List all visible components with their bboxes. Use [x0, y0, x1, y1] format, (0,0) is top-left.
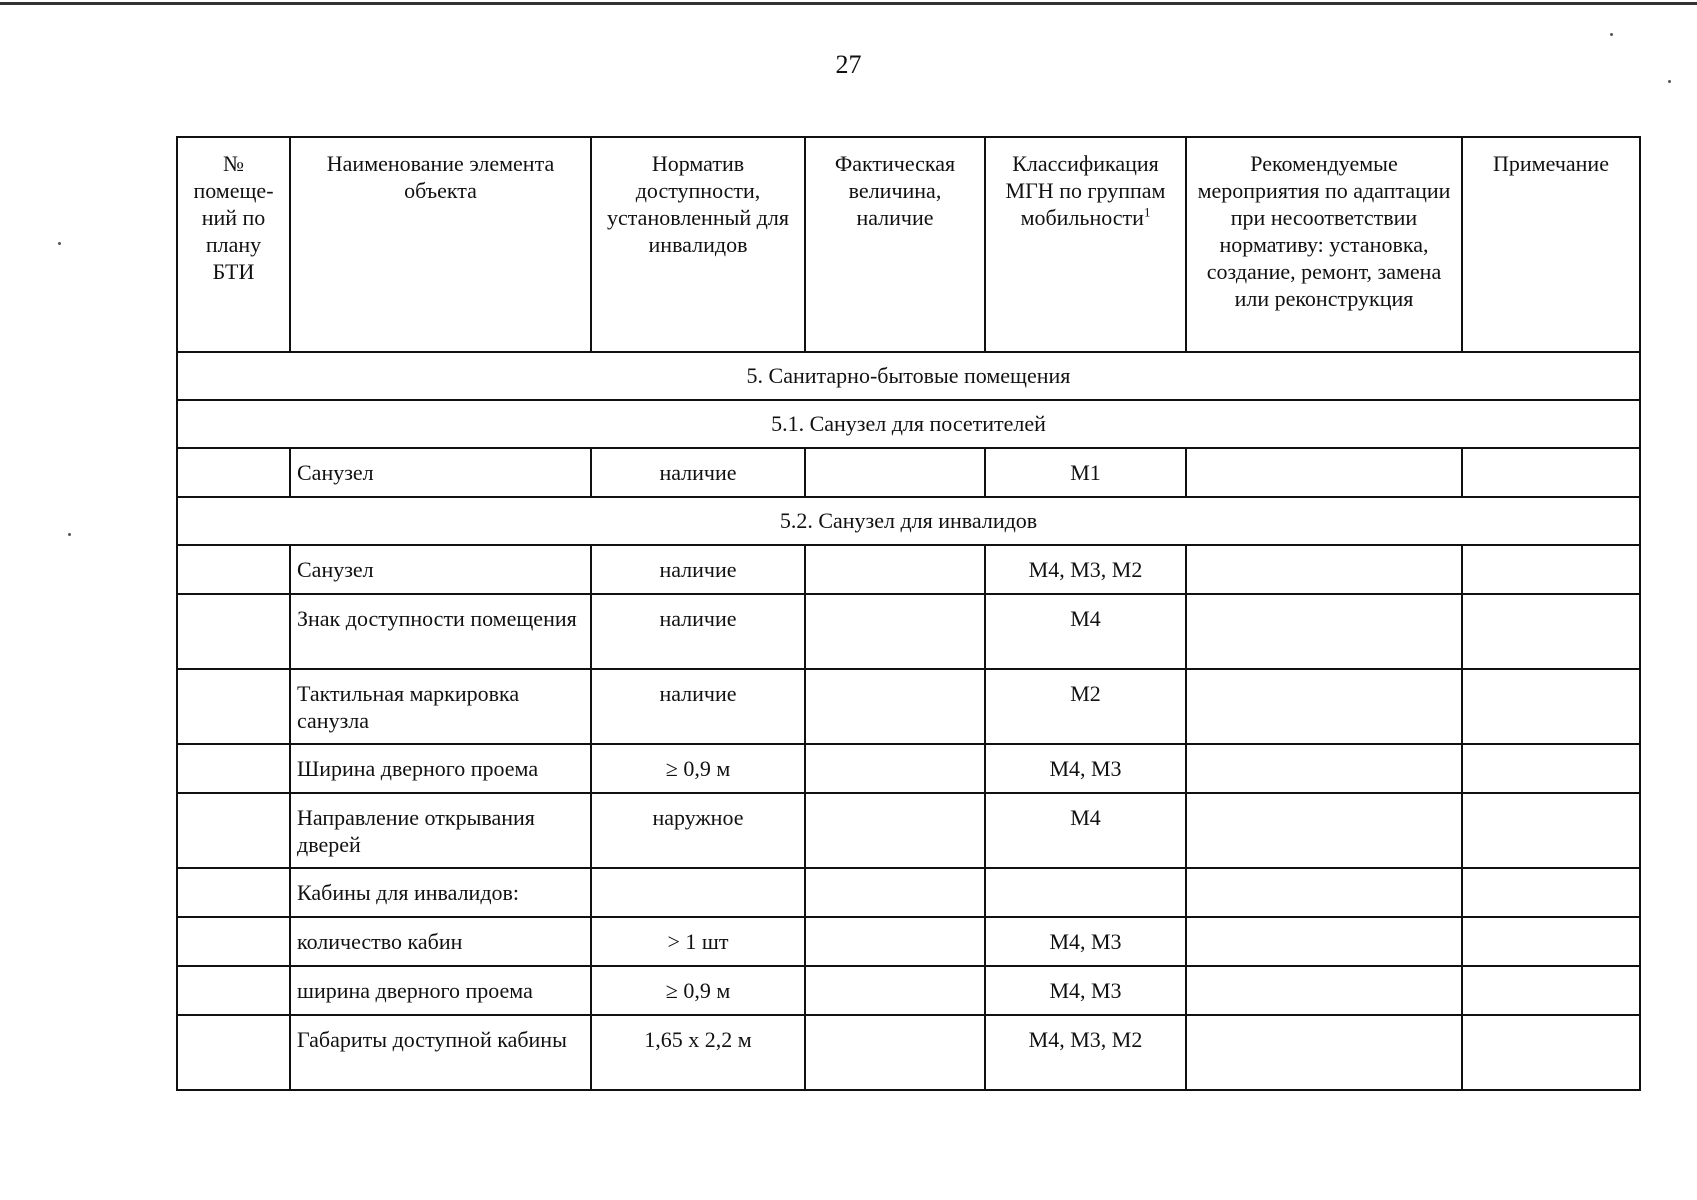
cell-note	[1462, 793, 1640, 868]
cell-element-name: Ширина дверного проема	[290, 744, 591, 793]
cell-room-number	[177, 545, 290, 594]
cell-measures	[1186, 868, 1462, 917]
cell-element-name: Направление открывания дверей	[290, 793, 591, 868]
cell-measures	[1186, 744, 1462, 793]
cell-norm: ≥ 0,9 м	[591, 966, 805, 1015]
cell-room-number	[177, 917, 290, 966]
cell-classification: М4, М3	[985, 917, 1186, 966]
cell-element-name: Знак доступности помещения	[290, 594, 591, 669]
cell-norm: наличие	[591, 448, 805, 497]
cell-classification: М4, М3, М2	[985, 545, 1186, 594]
cell-room-number	[177, 669, 290, 744]
cell-note	[1462, 594, 1640, 669]
header-classification	[985, 137, 1186, 352]
subsection-title: 5.1. Санузел для посетителей	[177, 400, 1640, 448]
header-element-name: Наименование элемента объекта	[290, 137, 591, 352]
cell-actual	[805, 669, 985, 744]
subsection-title: 5.2. Санузел для инвалидов	[177, 497, 1640, 545]
cell-classification: М4	[985, 793, 1186, 868]
cell-norm: наружное	[591, 793, 805, 868]
cell-element-name: Кабины для инвалидов:	[290, 868, 591, 917]
table-row	[177, 917, 1640, 966]
table-row	[177, 594, 1640, 669]
cell-norm: ≥ 0,9 м	[591, 744, 805, 793]
cell-classification: М2	[985, 669, 1186, 744]
cell-element-name: Санузел	[290, 545, 591, 594]
cell-actual	[805, 917, 985, 966]
cell-measures	[1186, 1015, 1462, 1090]
cell-note	[1462, 744, 1640, 793]
cell-measures	[1186, 669, 1462, 744]
cell-element-name: Санузел	[290, 448, 591, 497]
cell-measures	[1186, 594, 1462, 669]
subsection-row	[177, 497, 1640, 545]
scan-speck	[58, 242, 61, 245]
cell-norm: > 1 шт	[591, 917, 805, 966]
header-note: Примечание	[1462, 137, 1640, 352]
cell-room-number	[177, 1015, 290, 1090]
accessibility-table	[176, 136, 1641, 1091]
header-room-number: № помеще-ний по плану БТИ	[177, 137, 290, 352]
section-row	[177, 352, 1640, 400]
cell-room-number	[177, 966, 290, 1015]
cell-room-number	[177, 594, 290, 669]
cell-actual	[805, 966, 985, 1015]
header-actual-value: Фактическая величина, наличие	[805, 137, 985, 352]
table-row	[177, 545, 1640, 594]
cell-actual	[805, 868, 985, 917]
cell-measures	[1186, 448, 1462, 497]
scan-speck	[68, 533, 71, 536]
cell-actual	[805, 448, 985, 497]
cell-measures	[1186, 917, 1462, 966]
table-row	[177, 966, 1640, 1015]
cell-note	[1462, 917, 1640, 966]
cell-classification: М4, М3	[985, 744, 1186, 793]
scan-border-line	[0, 2, 1697, 5]
cell-note	[1462, 868, 1640, 917]
cell-norm: наличие	[591, 669, 805, 744]
cell-element-name: количество кабин	[290, 917, 591, 966]
scan-speck	[1668, 80, 1671, 83]
cell-room-number	[177, 868, 290, 917]
table-row	[177, 448, 1640, 497]
cell-room-number	[177, 744, 290, 793]
cell-measures	[1186, 966, 1462, 1015]
cell-classification: М4, М3, М2	[985, 1015, 1186, 1090]
cell-norm	[591, 868, 805, 917]
section-title: 5. Санитарно-бытовые помещения	[177, 352, 1640, 400]
page-number: 27	[835, 50, 862, 79]
cell-measures	[1186, 793, 1462, 868]
cell-element-name: Габариты доступной кабины	[290, 1015, 591, 1090]
table-header-row	[177, 137, 1640, 352]
cell-element-name: Тактильная маркировка санузла	[290, 669, 591, 744]
table-row	[177, 669, 1640, 744]
cell-classification	[985, 868, 1186, 917]
cell-note	[1462, 1015, 1640, 1090]
cell-element-name: ширина дверного проема	[290, 966, 591, 1015]
cell-norm: 1,65 х 2,2 м	[591, 1015, 805, 1090]
cell-actual	[805, 545, 985, 594]
footnote-mark: 1	[1143, 204, 1151, 220]
cell-room-number	[177, 448, 290, 497]
table-row	[177, 744, 1640, 793]
cell-note	[1462, 669, 1640, 744]
cell-norm: наличие	[591, 594, 805, 669]
header-classification-text: Классификация МГН по группам мобильности	[1005, 151, 1166, 230]
cell-measures	[1186, 545, 1462, 594]
cell-note	[1462, 966, 1640, 1015]
cell-classification: М4, М3	[985, 966, 1186, 1015]
header-recommended-measures: Рекомендуемые мероприятия по адаптации при несоответствии нормативу: установка, создание, ремонт, замена или реконструкция	[1186, 137, 1462, 352]
scan-speck	[1610, 33, 1613, 36]
cell-room-number	[177, 793, 290, 868]
cell-classification: М4	[985, 594, 1186, 669]
table-row	[177, 1015, 1640, 1090]
cell-actual	[805, 594, 985, 669]
cell-classification: М1	[985, 448, 1186, 497]
cell-norm: наличие	[591, 545, 805, 594]
cell-note	[1462, 448, 1640, 497]
header-norm: Норматив доступности, установленный для инвалидов	[591, 137, 805, 352]
table-row	[177, 793, 1640, 868]
table-row	[177, 868, 1640, 917]
cell-actual	[805, 793, 985, 868]
cell-actual	[805, 1015, 985, 1090]
cell-note	[1462, 545, 1640, 594]
subsection-row	[177, 400, 1640, 448]
cell-actual	[805, 744, 985, 793]
